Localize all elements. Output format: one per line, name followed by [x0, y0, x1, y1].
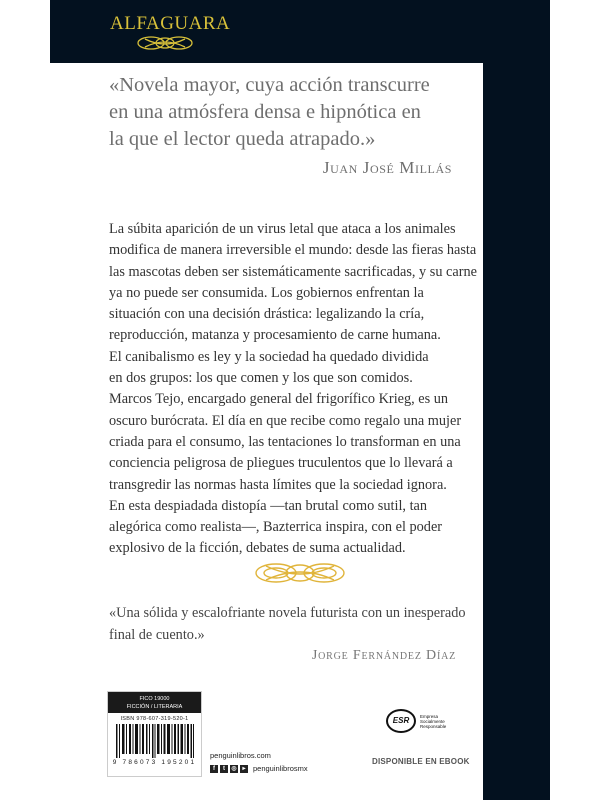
knot-ornament-icon [252, 560, 348, 586]
synopsis-line: reproducción, matanza y procesamiento de carne humana. [109, 327, 441, 344]
synopsis-line: El canibalismo es ley y la sociedad ha quedado dividida [109, 348, 429, 365]
publisher-logo [110, 13, 231, 51]
knot-ornament-icon [135, 35, 195, 51]
website-link[interactable]: penguinlibros.com [210, 751, 271, 760]
synopsis-line: La súbita aparición de un virus letal que ataca a los animales [109, 221, 456, 237]
esr-line: Socialmente [420, 718, 445, 724]
quote-line: final de cuento.» [109, 626, 205, 643]
social-links [210, 764, 308, 773]
esr-logo [386, 709, 446, 733]
quote-author-bottom: Jorge Fernández Díaz [311, 648, 456, 663]
publisher-links [210, 751, 308, 773]
synopsis-line: situación con una decisión drástica: legalizando la cría, [109, 306, 425, 323]
synopsis [109, 219, 479, 560]
synopsis-line: oscuro burócrata. El día en que recibe como regalo una mujer [109, 412, 462, 429]
instagram-icon[interactable]: ◎ [231, 765, 237, 772]
twitter-icon[interactable]: t [220, 765, 228, 773]
category-label [108, 692, 201, 713]
barcode-digits: 9 786073 195201 [112, 759, 197, 766]
barcode-block [107, 691, 202, 777]
synopsis-line: en dos grupos: los que comen y los que son comidos. [109, 370, 413, 387]
isbn-label: ISBN 978-607-319-520-1 [120, 716, 189, 722]
synopsis-line: explosivo de la ficción, debates de suma actualidad. [109, 540, 406, 557]
category-code: FICO 19000 [139, 696, 170, 702]
quote-line: «Novela mayor, cuya acción transcurre [109, 74, 430, 96]
category-name: FICCIÓN / LITERARIA [126, 704, 183, 710]
synopsis-line: En esta despiadada distopía —tan brutal como sutil, tan [109, 497, 428, 514]
synopsis-line: ya no puede ser consumida. Los gobiernos enfrentan la [109, 284, 424, 301]
facebook-icon[interactable]: f [210, 765, 218, 773]
spine-strip [483, 0, 550, 800]
synopsis-line: modifica de manera irreversible el mundo: desde las fieras hasta [109, 242, 477, 259]
publisher-name: ALFAGUARA [110, 13, 231, 34]
esr-line: Empresa [420, 713, 439, 719]
barcode-icon [116, 724, 194, 758]
synopsis-line: alegórica como realista—, Bazterrica inspira, con el poder [109, 519, 443, 536]
social-handle[interactable]: penguinlibrosmx [253, 764, 308, 773]
blurb-quote-bottom [109, 603, 479, 646]
quote-line: la que el lector queda atrapado.» [109, 128, 376, 150]
synopsis-line: Marcos Tejo, encargado general del frigorífico Krieg, es un [109, 391, 449, 408]
synopsis-line: criada para el consumo, las tentaciones lo transforman en una [109, 433, 461, 450]
youtube-icon[interactable]: ▸ [240, 765, 248, 773]
quote-line: en una atmósfera densa e hipnótica en [109, 101, 421, 123]
synopsis-line: transgredir las normas hasta límites que la sociedad ignora. [109, 476, 447, 493]
synopsis-line: las mascotas deben ser sistemáticamente sacrificadas, y su carne [109, 263, 477, 280]
synopsis-line: conciencia peligrosa de pliegues truculentos que lo llevará a [109, 455, 453, 472]
esr-badge-icon: ESR [386, 709, 416, 733]
quote-author-top: Juan José Millás [322, 158, 452, 177]
esr-caption [420, 714, 446, 729]
quote-line: «Una sólida y escalofriante novela futurista con un inesperado [109, 605, 466, 621]
esr-line: Responsable [420, 723, 447, 729]
blurb-quote-top [109, 72, 489, 153]
ebook-availability: DISPONIBLE EN EBOOK [372, 757, 470, 766]
